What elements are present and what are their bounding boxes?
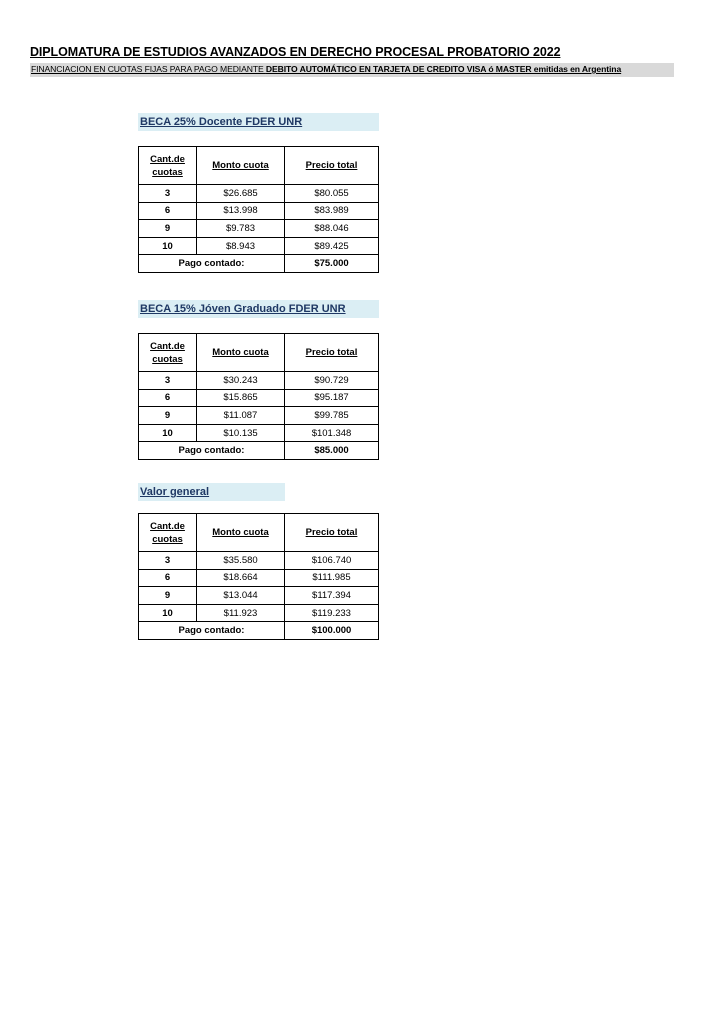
subtitle-regular: FINANCIACION EN CUOTAS FIJAS PARA PAGO MEDIANTE <box>31 64 266 74</box>
cell-cuotas: 6 <box>139 569 197 587</box>
table-row <box>139 220 379 238</box>
cell-contado-value: $100.000 <box>285 622 379 640</box>
table-header-row <box>139 514 379 552</box>
cell-precio: $119.233 <box>285 604 379 622</box>
col-header-precio: Precio total <box>285 147 379 185</box>
table-row <box>139 587 379 605</box>
table-row <box>139 389 379 407</box>
cell-precio: $101.348 <box>285 424 379 442</box>
cell-monto: $18.664 <box>197 569 285 587</box>
cell-cuotas: 9 <box>139 407 197 425</box>
subtitle-bold: DEBITO AUTOMÁTICO EN TARJETA DE CREDITO VISA ó MASTER emitidas en Argentina <box>265 64 622 74</box>
cell-contado-value: $85.000 <box>285 442 379 460</box>
cell-cuotas: 10 <box>139 237 197 255</box>
cell-cuotas: 9 <box>139 220 197 238</box>
col-header-monto: Monto cuota <box>197 334 285 372</box>
table-header-row <box>139 334 379 372</box>
cell-monto: $11.087 <box>197 407 285 425</box>
col-header-cuotas: Cant.de cuotas <box>139 334 197 372</box>
cell-cuotas: 9 <box>139 587 197 605</box>
cell-monto: $8.943 <box>197 237 285 255</box>
table-row <box>139 552 379 570</box>
cell-contado-label: Pago contado: <box>139 622 285 640</box>
cell-precio: $88.046 <box>285 220 379 238</box>
cell-contado-label: Pago contado: <box>139 442 285 460</box>
table-row <box>139 237 379 255</box>
cell-monto: $9.783 <box>197 220 285 238</box>
col-header-monto: Monto cuota <box>197 514 285 552</box>
cell-cuotas: 6 <box>139 389 197 407</box>
cell-precio: $89.425 <box>285 237 379 255</box>
cell-cuotas: 10 <box>139 604 197 622</box>
cell-precio: $99.785 <box>285 407 379 425</box>
table-row-pago-contado <box>139 255 379 273</box>
cell-precio: $90.729 <box>285 372 379 390</box>
table-row <box>139 202 379 220</box>
col-header-cuotas: Cant.de cuotas <box>139 514 197 552</box>
cell-monto: $13.044 <box>197 587 285 605</box>
cell-precio: $83.989 <box>285 202 379 220</box>
cell-monto: $30.243 <box>197 372 285 390</box>
cell-monto: $35.580 <box>197 552 285 570</box>
cell-contado-label: Pago contado: <box>139 255 285 273</box>
col-header-precio: Precio total <box>285 514 379 552</box>
cell-monto: $11.923 <box>197 604 285 622</box>
financing-table-beca-15 <box>138 333 379 460</box>
table-row-pago-contado <box>139 442 379 460</box>
col-header-cuotas: Cant.de cuotas <box>139 147 197 185</box>
document-subtitle <box>31 64 621 74</box>
cell-cuotas: 3 <box>139 372 197 390</box>
table-row-pago-contado <box>139 622 379 640</box>
cell-precio: $106.740 <box>285 552 379 570</box>
section-label-beca-25: BECA 25% Docente FDER UNR <box>138 113 379 131</box>
table-row <box>139 407 379 425</box>
section-label-valor-general: Valor general <box>138 483 285 501</box>
table-row <box>139 372 379 390</box>
document-title: DIPLOMATURA DE ESTUDIOS AVANZADOS EN DERECHO PROCESAL PROBATORIO 2022 <box>30 45 561 59</box>
table-row <box>139 185 379 203</box>
table-row <box>139 424 379 442</box>
cell-monto: $26.685 <box>197 185 285 203</box>
cell-contado-value: $75.000 <box>285 255 379 273</box>
col-header-monto: Monto cuota <box>197 147 285 185</box>
cell-monto: $15.865 <box>197 389 285 407</box>
table-row <box>139 604 379 622</box>
financing-table-valor-general <box>138 513 379 640</box>
cell-cuotas: 10 <box>139 424 197 442</box>
cell-cuotas: 3 <box>139 185 197 203</box>
table-row <box>139 569 379 587</box>
cell-precio: $117.394 <box>285 587 379 605</box>
cell-precio: $111.985 <box>285 569 379 587</box>
financing-table-beca-25 <box>138 146 379 273</box>
cell-cuotas: 3 <box>139 552 197 570</box>
cell-precio: $80.055 <box>285 185 379 203</box>
col-header-precio: Precio total <box>285 334 379 372</box>
cell-cuotas: 6 <box>139 202 197 220</box>
cell-precio: $95.187 <box>285 389 379 407</box>
table-header-row <box>139 147 379 185</box>
cell-monto: $10.135 <box>197 424 285 442</box>
section-label-beca-15: BECA 15% Jóven Graduado FDER UNR <box>138 300 379 318</box>
cell-monto: $13.998 <box>197 202 285 220</box>
